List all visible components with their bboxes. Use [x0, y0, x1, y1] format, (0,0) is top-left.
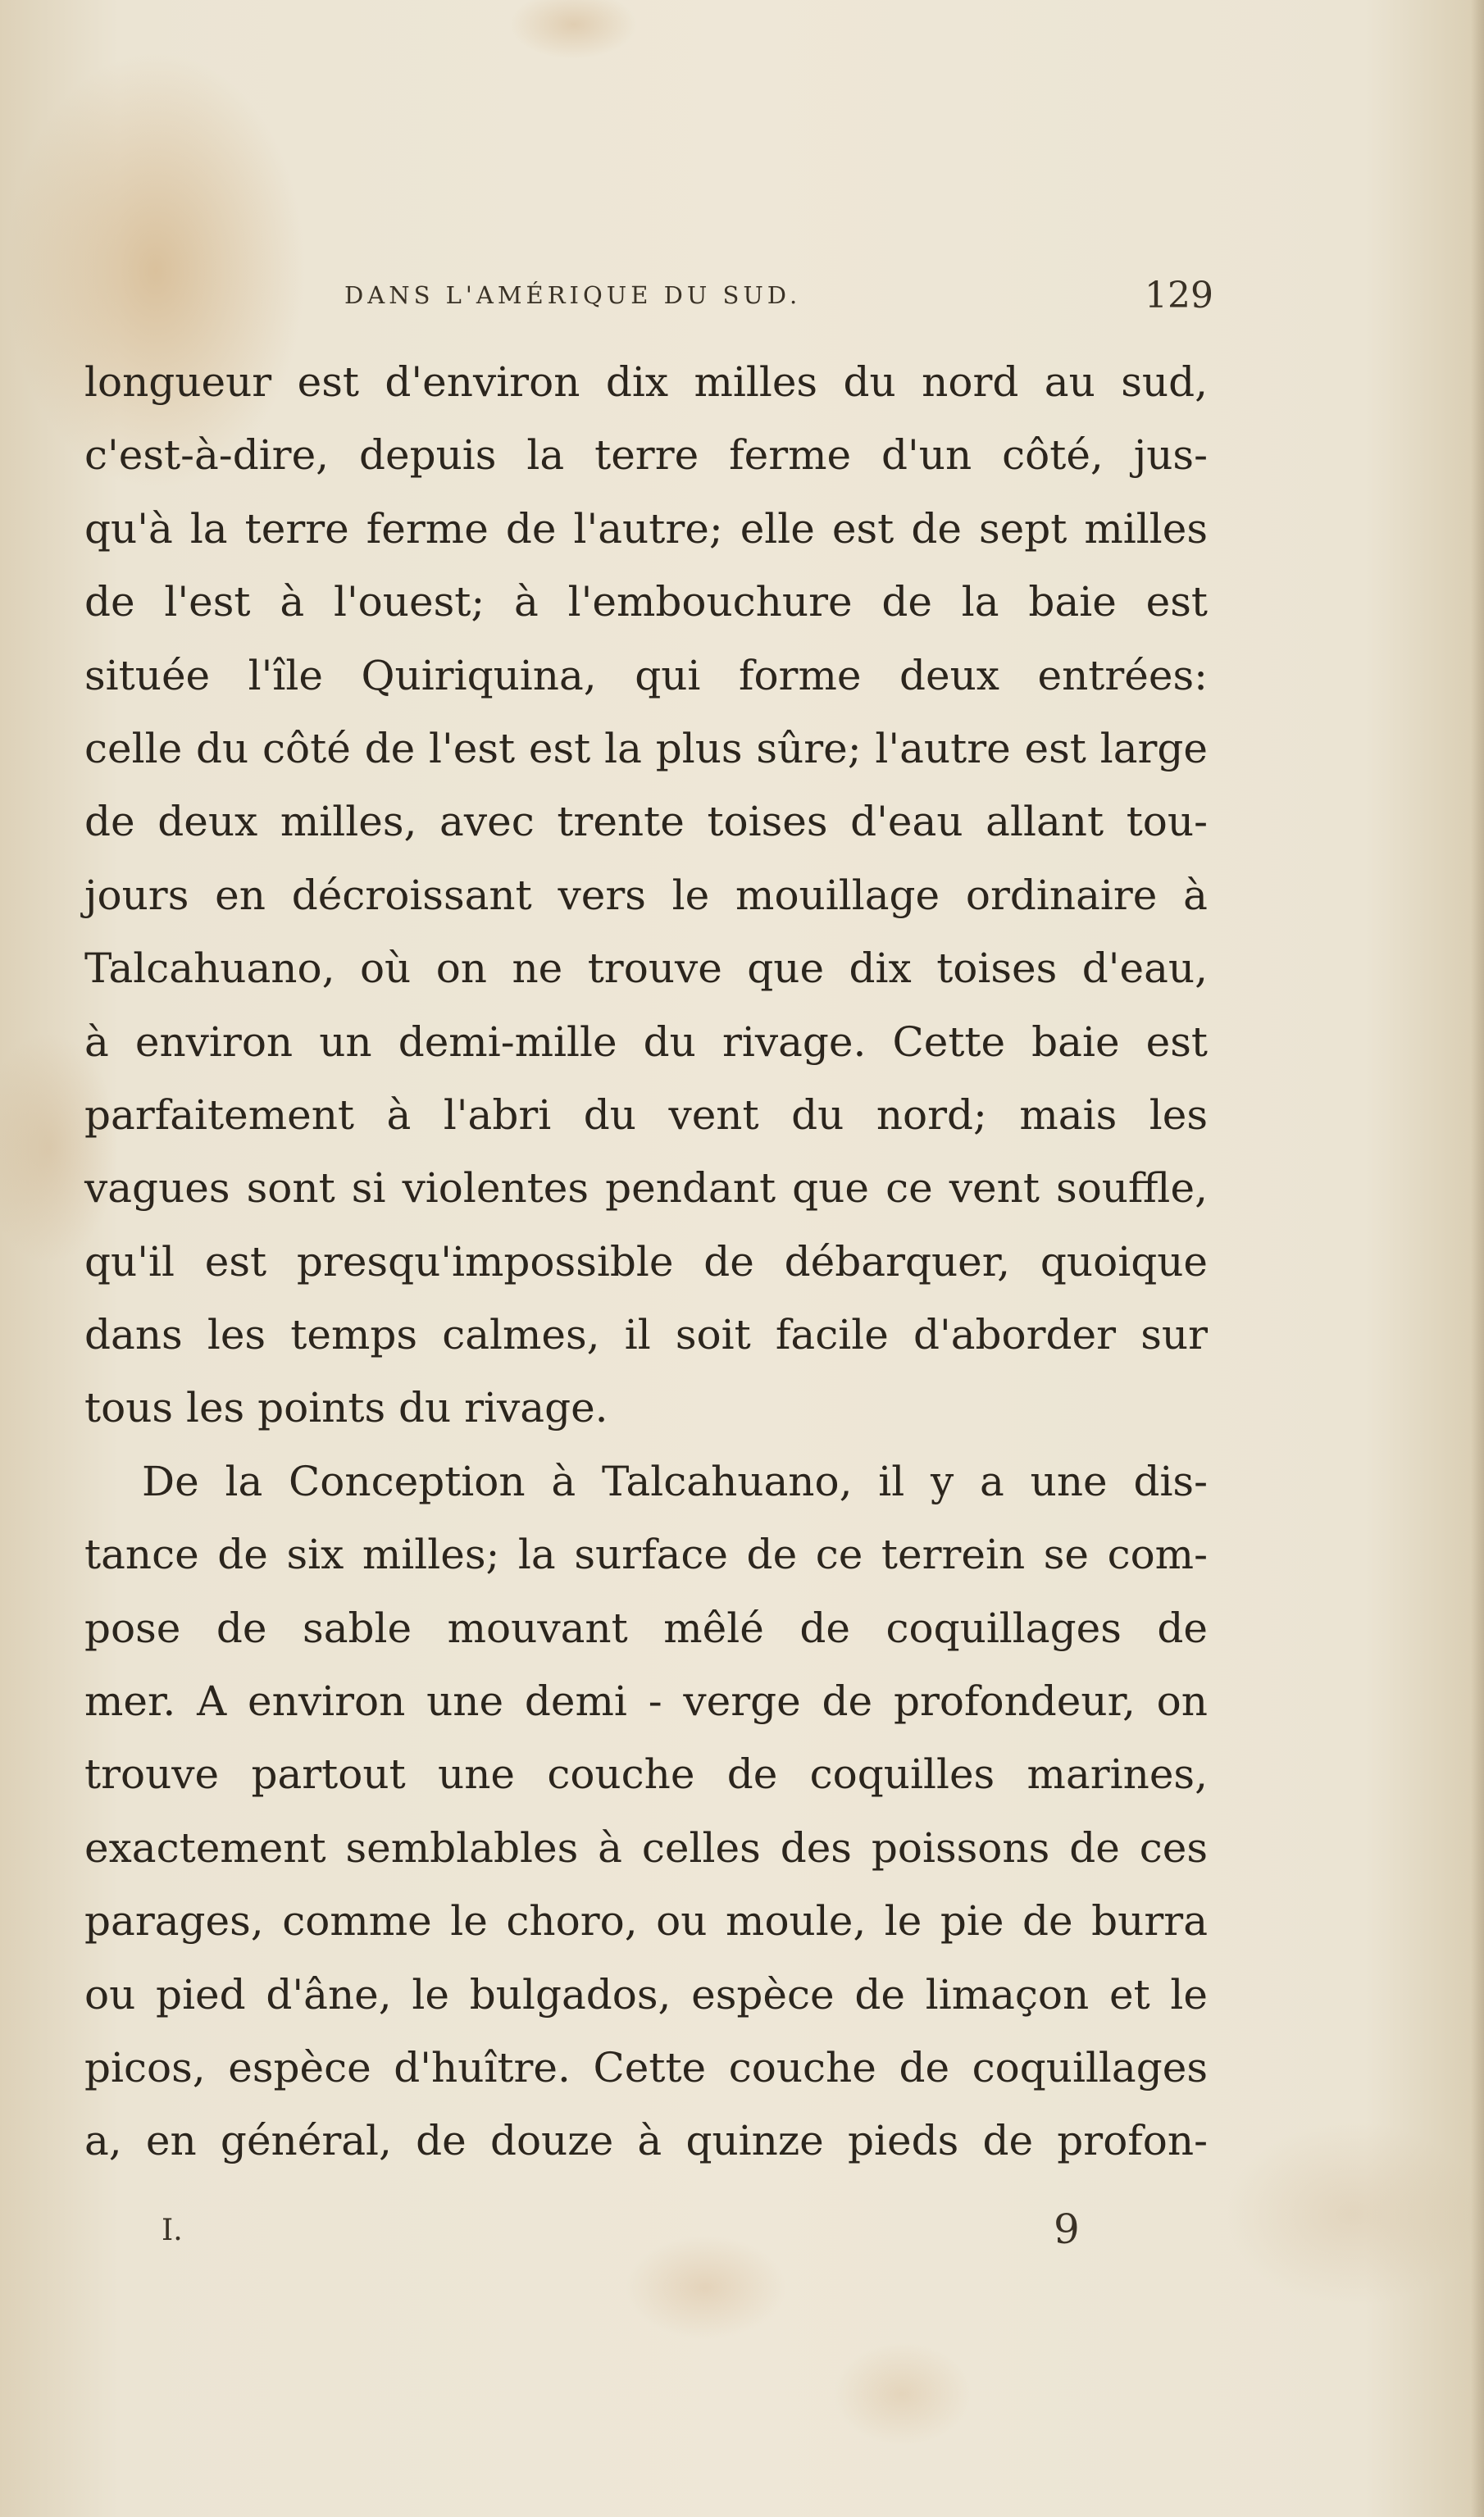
text-line: a, en général, de douze à quinze pieds de profon- [84, 2117, 1208, 2165]
paragraph [84, 1445, 1208, 2178]
text-line: jours en décroissant vers le mouillage ordinaire à [84, 871, 1208, 919]
text-line: c'est-à-dire, depuis la terre ferme d'un côté, jus- [84, 431, 1208, 480]
text-line: picos, espèce d'huître. Cette couche de coquillages [84, 2043, 1208, 2091]
text-line: celle du côté de l'est est la plus sûre; l'autre est large [84, 724, 1208, 772]
text-line: tance de six milles; la surface de ce terrein se com- [84, 1531, 1208, 1579]
text-line: dans les temps calmes, il soit facile d'aborder sur [84, 1311, 1208, 1359]
text-line: longueur est d'environ dix milles du nord au sud, [84, 358, 1208, 406]
text-line: vagues sont si violentes pendant que ce vent souffle, [84, 1164, 1208, 1213]
page-edge-shadow [1471, 0, 1484, 2517]
page-header [344, 275, 1213, 324]
text-line: De la Conception à Talcahuano, il y a une dis- [142, 1457, 1208, 1505]
text-line: parages, comme le choro, ou moule, le pie de burra [84, 1897, 1208, 1946]
text-line: tous les points du rivage. [84, 1384, 608, 1432]
text-line: qu'il est presqu'impossible de débarquer, quoique [84, 1237, 1208, 1286]
text-line: pose de sable mouvant mêlé de coquillages de [84, 1604, 1208, 1652]
text-line: à environ un demi-mille du rivage. Cette baie est [84, 1017, 1208, 1066]
text-line: ou pied d'âne, le bulgados, espèce de limaçon et le [84, 1970, 1208, 2019]
text-line: trouve partout une couche de coquilles marines, [84, 1750, 1208, 1799]
signature-mark: I. [162, 2214, 183, 2247]
text-line: Talcahuano, où on ne trouve que dix toises d'eau, [84, 944, 1208, 993]
text-line: de deux milles, avec trente toises d'eau allant tou- [84, 798, 1208, 846]
text-line: située l'île Quiriquina, qui forme deux entrées: [84, 651, 1208, 699]
text-line: mer. A environ une demi - verge de profondeur, on [84, 1677, 1208, 1726]
text-line: parfaitement à l'abri du vent du nord; mais les [84, 1090, 1208, 1139]
running-head: DANS L'AMÉRIQUE DU SUD. [344, 281, 802, 309]
page-number: 129 [1145, 275, 1213, 316]
text-line: de l'est à l'ouest; à l'embouchure de la baie est [84, 578, 1208, 626]
paragraph [84, 346, 1208, 1445]
text-line: qu'à la terre ferme de l'autre; elle est de sept milles [84, 504, 1208, 553]
text-line: exactement semblables à celles des poissons de ces [84, 1823, 1208, 1872]
signature-number: 9 [1054, 2205, 1080, 2253]
body-text [84, 346, 1208, 2178]
